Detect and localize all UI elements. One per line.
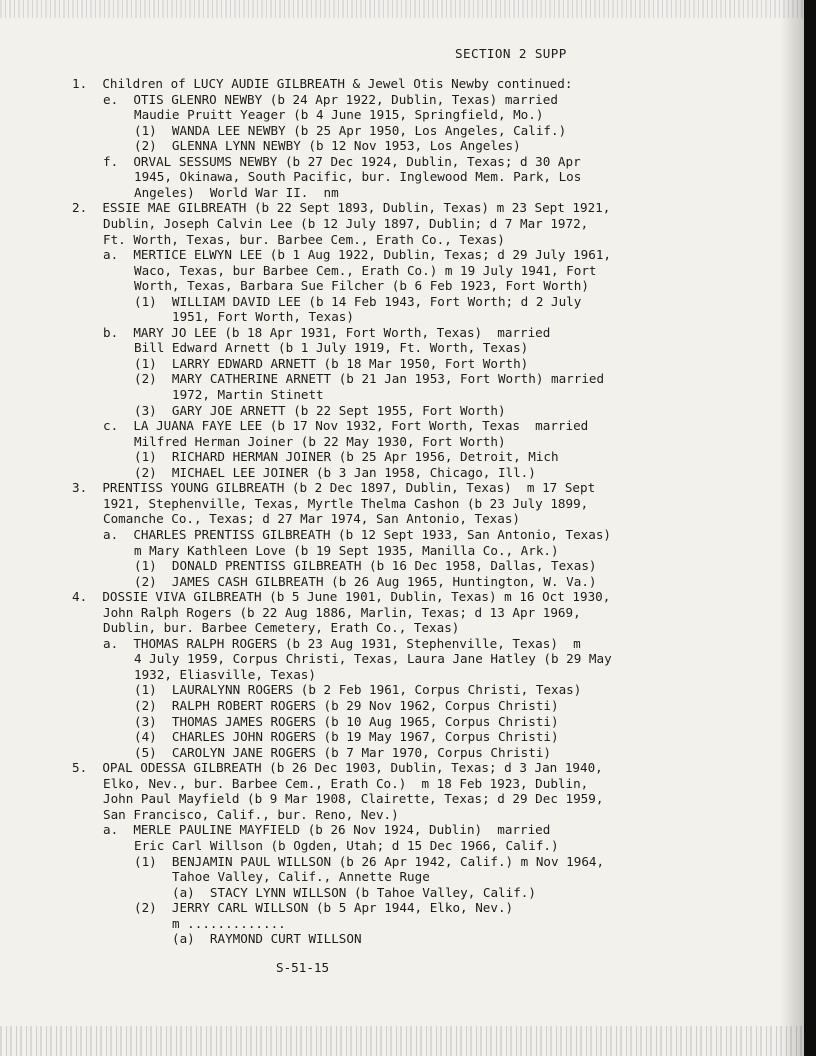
text-line: a. MERLE PAULINE MAYFIELD (b 26 Nov 1924, Dublin) married bbox=[103, 822, 551, 838]
text-line: (1) DONALD PRENTISS GILBREATH (b 16 Dec 1958, Dallas, Texas) bbox=[134, 558, 597, 574]
text-line: (a) RAYMOND CURT WILLSON bbox=[172, 931, 362, 947]
text-line: (2) MARY CATHERINE ARNETT (b 21 Jan 1953, Fort Worth) married bbox=[134, 371, 605, 387]
text-line: 5. OPAL ODESSA GILBREATH (b 26 Dec 1903, Dublin, Texas; d 3 Jan 1940, bbox=[72, 760, 603, 776]
text-line: Dublin, Joseph Calvin Lee (b 12 July 1897, Dublin; d 7 Mar 1972, bbox=[103, 215, 589, 231]
text-line: f. ORVAL SESSUMS NEWBY (b 27 Dec 1924, Dublin, Texas; d 30 Apr bbox=[103, 153, 581, 169]
text-line: Eric Carl Willson (b Ogden, Utah; d 15 Dec 1966, Calif.) bbox=[134, 837, 559, 853]
page-edge-shadow bbox=[780, 0, 804, 1056]
text-line: (3) GARY JOE ARNETT (b 22 Sept 1955, Fort Worth) bbox=[134, 402, 506, 418]
text-line: m Mary Kathleen Love (b 19 Sept 1935, Manilla Co., Ark.) bbox=[134, 542, 559, 558]
text-line: (a) STACY LYNN WILLSON (b Tahoe Valley, Calif.) bbox=[172, 884, 536, 900]
text-line: (1) WILLIAM DAVID LEE (b 14 Feb 1943, Fort Worth; d 2 July bbox=[134, 293, 582, 309]
text-line: 1972, Martin Stinett bbox=[172, 387, 324, 402]
scan-noise-top bbox=[0, 0, 816, 18]
page-number: S-51-15 bbox=[276, 960, 330, 975]
text-line: (5) CAROLYN JANE ROGERS (b 7 Mar 1970, Corpus Christi) bbox=[134, 744, 552, 760]
text-line: (3) THOMAS JAMES ROGERS (b 10 Aug 1965, Corpus Christi) bbox=[134, 713, 559, 729]
text-line: (1) BENJAMIN PAUL WILLSON (b 26 Apr 1942, Calif.) m Nov 1964, bbox=[134, 853, 605, 869]
text-line: 1921, Stephenville, Texas, Myrtle Thelma Cashon (b 23 July 1899, bbox=[103, 495, 589, 511]
text-line: Bill Edward Arnett (b 1 July 1919, Ft. Worth, Texas) bbox=[134, 340, 529, 356]
text-line: 1951, Fort Worth, Texas) bbox=[172, 309, 354, 325]
text-line: c. LA JUANA FAYE LEE (b 17 Nov 1932, Fort Worth, Texas married bbox=[103, 418, 589, 434]
text-line: (1) WANDA LEE NEWBY (b 25 Apr 1950, Los Angeles, Calif.) bbox=[134, 122, 567, 138]
text-line: (1) LARRY EDWARD ARNETT (b 18 Mar 1950, Fort Worth) bbox=[134, 355, 529, 371]
text-line: a. THOMAS RALPH ROGERS (b 23 Aug 1931, Stephenville, Texas) m bbox=[103, 635, 581, 651]
text-line: (2) JAMES CASH GILBREATH (b 26 Aug 1965, Huntington, W. Va.) bbox=[134, 573, 597, 589]
text-line: a. MERTICE ELWYN LEE (b 1 Aug 1922, Dublin, Texas; d 29 July 1961, bbox=[103, 247, 611, 263]
text-line: 3. PRENTISS YOUNG GILBREATH (b 2 Dec 1897, Dublin, Texas) m 17 Sept bbox=[72, 480, 596, 496]
text-line: San Francisco, Calif., bur. Reno, Nev.) bbox=[103, 806, 399, 822]
scan-noise-bottom bbox=[0, 1026, 816, 1056]
text-line: 1. Children of LUCY AUDIE GILBREATH & Jewel Otis Newby continued: bbox=[72, 76, 573, 91]
text-line: a. CHARLES PRENTISS GILBREATH (b 12 Sept 1933, San Antonio, Texas) bbox=[103, 526, 611, 542]
text-line: 4 July 1959, Corpus Christi, Texas, Laura Jane Hatley (b 29 May bbox=[134, 651, 612, 667]
text-line: m ............. bbox=[172, 915, 286, 931]
text-line: Elko, Nev., bur. Barbee Cem., Erath Co.) m 18 Feb 1923, Dublin, bbox=[103, 775, 589, 791]
text-line: (1) LAURALYNN ROGERS (b 2 Feb 1961, Corpus Christi, Texas) bbox=[134, 682, 582, 698]
page-edge bbox=[804, 0, 816, 1056]
text-line: (2) GLENNA LYNN NEWBY (b 12 Nov 1953, Los Angeles) bbox=[134, 138, 521, 154]
text-line: 1932, Eliasville, Texas) bbox=[134, 666, 316, 682]
text-line: e. OTIS GLENRO NEWBY (b 24 Apr 1922, Dublin, Texas) married bbox=[103, 91, 558, 107]
text-line: Milfred Herman Joiner (b 22 May 1930, Fort Worth) bbox=[134, 433, 506, 449]
text-line: 2. ESSIE MAE GILBREATH (b 22 Sept 1893, Dublin, Texas) m 23 Sept 1921, bbox=[72, 200, 611, 216]
text-line: Comanche Co., Texas; d 27 Mar 1974, San Antonio, Texas) bbox=[103, 511, 521, 527]
text-line: Ft. Worth, Texas, bur. Barbee Cem., Erath Co., Texas) bbox=[103, 231, 505, 247]
text-line: 1945, Okinawa, South Pacific, bur. Inglewood Mem. Park, Los bbox=[134, 169, 582, 185]
text-line: Maudie Pruitt Yeager (b 4 June 1915, Springfield, Mo.) bbox=[134, 107, 544, 123]
section-header: SECTION 2 SUPP bbox=[455, 46, 567, 61]
text-line: Dublin, bur. Barbee Cemetery, Erath Co., Texas) bbox=[103, 620, 460, 636]
text-line: John Ralph Rogers (b 22 Aug 1886, Marlin, Texas; d 13 Apr 1969, bbox=[103, 604, 581, 620]
text-line: (2) JERRY CARL WILLSON (b 5 Apr 1944, Elko, Nev.) bbox=[134, 900, 514, 916]
text-line: Angeles) World War II. nm bbox=[134, 184, 339, 200]
text-line: (2) MICHAEL LEE JOINER (b 3 Jan 1958, Chicago, Ill.) bbox=[134, 464, 536, 480]
text-line: (2) RALPH ROBERT ROGERS (b 29 Nov 1962, Corpus Christi) bbox=[134, 698, 559, 713]
text-line: (1) RICHARD HERMAN JOINER (b 25 Apr 1956, Detroit, Mich bbox=[134, 449, 559, 465]
text-line: 4. DOSSIE VIVA GILBREATH (b 5 June 1901, Dublin, Texas) m 16 Oct 1930, bbox=[72, 589, 611, 605]
text-line: (4) CHARLES JOHN ROGERS (b 19 May 1967, Corpus Christi) bbox=[134, 729, 559, 745]
text-line: b. MARY JO LEE (b 18 Apr 1931, Fort Worth, Texas) married bbox=[103, 324, 551, 340]
text-line: Waco, Texas, bur Barbee Cem., Erath Co.) m 19 July 1941, Fort bbox=[134, 262, 597, 278]
text-line: Tahoe Valley, Calif., Annette Ruge bbox=[172, 869, 430, 885]
text-line: Worth, Texas, Barbara Sue Filcher (b 6 Feb 1923, Fort Worth) bbox=[134, 278, 589, 294]
text-line: John Paul Mayfield (b 9 Mar 1908, Clairette, Texas; d 29 Dec 1959, bbox=[103, 791, 604, 807]
